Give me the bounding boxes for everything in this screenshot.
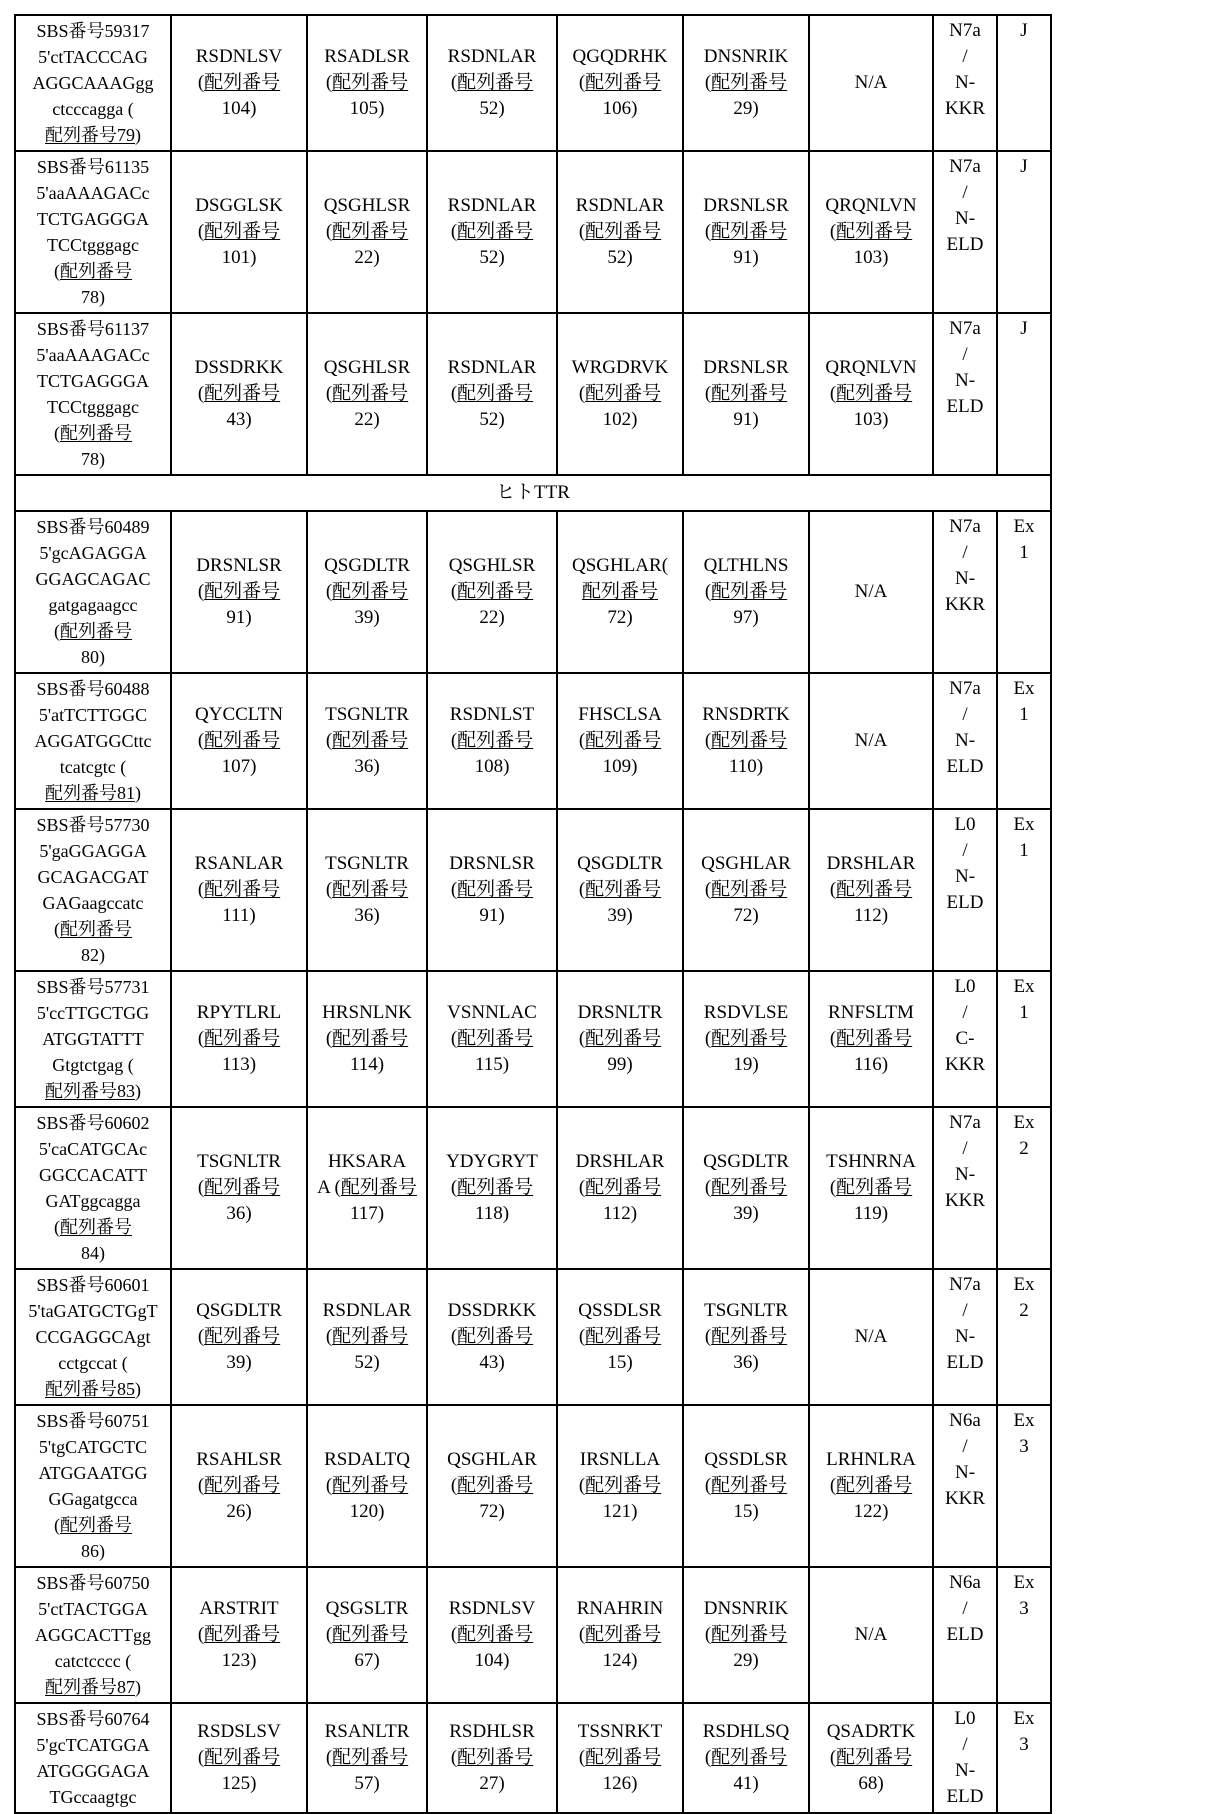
region-cell: Ex 3 — [997, 1703, 1051, 1813]
finger-f4-cell: WRGDRVK (配列番号 102) — [557, 313, 683, 475]
target-site-cell: SBS番号61137 5'aaAAAGACc TCTGAGGGA TCCtgggagc (配列番号 78) — [15, 313, 171, 475]
finger-f5-cell: RSDHLSQ (配列番号 41) — [683, 1703, 809, 1813]
finger-f3-cell: QSGHLSR (配列番号 22) — [427, 511, 557, 673]
linker-cell: N7a / N- ELD — [933, 151, 997, 313]
finger-f1-cell: DSSDRKK (配列番号 43) — [171, 313, 307, 475]
finger-f2-cell: QSGSLTR (配列番号 67) — [307, 1567, 427, 1703]
finger-f4-cell: DRSNLTR (配列番号 99) — [557, 971, 683, 1107]
linker-cell: L0 / C- KKR — [933, 971, 997, 1107]
finger-f6-cell: LRHNLRA (配列番号 122) — [809, 1405, 933, 1567]
finger-f5-cell: DNSNRIK (配列番号 29) — [683, 1567, 809, 1703]
finger-f2-cell: HKSARA A (配列番号 117) — [307, 1107, 427, 1269]
finger-f3-cell: DRSNLSR (配列番号 91) — [427, 809, 557, 971]
region-cell: J — [997, 15, 1051, 151]
finger-f1-cell: ARSTRIT (配列番号 123) — [171, 1567, 307, 1703]
finger-f2-cell: QSGHLSR (配列番号 22) — [307, 313, 427, 475]
finger-f3-cell: RSDNLST (配列番号 108) — [427, 673, 557, 809]
target-site-cell: SBS番号60751 5'tgCATGCTC ATGGAATGG GGagatgcca (配列番号 86) — [15, 1405, 171, 1567]
finger-f1-cell: RPYTLRL (配列番号 113) — [171, 971, 307, 1107]
finger-f6-cell: N/A — [809, 1567, 933, 1703]
linker-cell: N7a / N- ELD — [933, 1269, 997, 1405]
finger-f1-cell: DSGGLSK (配列番号 101) — [171, 151, 307, 313]
target-site-cell: SBS番号57730 5'gaGGAGGA GCAGACGAT GAGaagccatc (配列番号 82) — [15, 809, 171, 971]
design-row — [15, 1703, 1051, 1813]
region-cell: Ex 3 — [997, 1405, 1051, 1567]
finger-f5-cell: QLTHLNS (配列番号 97) — [683, 511, 809, 673]
finger-f1-cell: RSDNLSV (配列番号 104) — [171, 15, 307, 151]
finger-f6-cell: TSHNRNA (配列番号 119) — [809, 1107, 933, 1269]
section-header-row — [15, 475, 1051, 511]
design-row — [15, 673, 1051, 809]
finger-f4-cell: QGQDRHK (配列番号 106) — [557, 15, 683, 151]
target-site-cell: SBS番号60764 5'gcTCATGGA ATGGGGAGA TGccaagtgc — [15, 1703, 171, 1813]
target-site-cell: SBS番号59317 5'ctTACCCAG AGGCAAAGgg ctcccagga ( 配列番号79) — [15, 15, 171, 151]
finger-f1-cell: RSDSLSV (配列番号 125) — [171, 1703, 307, 1813]
design-row — [15, 313, 1051, 475]
finger-f3-cell: RSDNLAR (配列番号 52) — [427, 151, 557, 313]
finger-f5-cell: RNSDRTK (配列番号 110) — [683, 673, 809, 809]
design-row — [15, 151, 1051, 313]
target-site-cell: SBS番号60488 5'atTCTTGGC AGGATGGCttc tcatcgtc ( 配列番号81) — [15, 673, 171, 809]
finger-f2-cell: RSDALTQ (配列番号 120) — [307, 1405, 427, 1567]
finger-f2-cell: TSGNLTR (配列番号 36) — [307, 809, 427, 971]
finger-f1-cell: RSAHLSR (配列番号 26) — [171, 1405, 307, 1567]
finger-f3-cell: RSDNLAR (配列番号 52) — [427, 15, 557, 151]
finger-f4-cell: DRSHLAR (配列番号 112) — [557, 1107, 683, 1269]
finger-f5-cell: QSSDLSR (配列番号 15) — [683, 1405, 809, 1567]
finger-f3-cell: VSNNLAC (配列番号 115) — [427, 971, 557, 1107]
finger-f2-cell: RSANLTR (配列番号 57) — [307, 1703, 427, 1813]
region-cell: Ex 2 — [997, 1269, 1051, 1405]
finger-f5-cell: DNSNRIK (配列番号 29) — [683, 15, 809, 151]
finger-f5-cell: DRSNLSR (配列番号 91) — [683, 151, 809, 313]
finger-f4-cell: FHSCLSA (配列番号 109) — [557, 673, 683, 809]
finger-f1-cell: QYCCLTN (配列番号 107) — [171, 673, 307, 809]
region-cell: Ex 1 — [997, 809, 1051, 971]
finger-f6-cell: QSADRTK (配列番号 68) — [809, 1703, 933, 1813]
finger-f2-cell: TSGNLTR (配列番号 36) — [307, 673, 427, 809]
finger-f4-cell: QSSDLSR (配列番号 15) — [557, 1269, 683, 1405]
linker-cell: N7a / N- KKR — [933, 15, 997, 151]
finger-f6-cell: DRSHLAR (配列番号 112) — [809, 809, 933, 971]
region-cell: Ex 1 — [997, 511, 1051, 673]
finger-f3-cell: QSGHLAR (配列番号 72) — [427, 1405, 557, 1567]
patent-table-page — [0, 14, 1210, 1807]
region-cell: J — [997, 313, 1051, 475]
region-cell: Ex 2 — [997, 1107, 1051, 1269]
finger-f5-cell: TSGNLTR (配列番号 36) — [683, 1269, 809, 1405]
region-cell: Ex 1 — [997, 971, 1051, 1107]
finger-f4-cell: RSDNLAR (配列番号 52) — [557, 151, 683, 313]
finger-f4-cell: RNAHRIN (配列番号 124) — [557, 1567, 683, 1703]
zfp-design-table-body — [15, 15, 1051, 1813]
finger-f2-cell: QSGDLTR (配列番号 39) — [307, 511, 427, 673]
design-row — [15, 1269, 1051, 1405]
linker-cell: N7a / N- KKR — [933, 1107, 997, 1269]
section-header-label: ヒトTTR — [15, 475, 1051, 511]
finger-f5-cell: QSGHLAR (配列番号 72) — [683, 809, 809, 971]
target-site-cell: SBS番号57731 5'ccTTGCTGG ATGGTATTT Gtgtctgag ( 配列番号83) — [15, 971, 171, 1107]
target-site-cell: SBS番号61135 5'aaAAAGACc TCTGAGGGA TCCtgggagc (配列番号 78) — [15, 151, 171, 313]
finger-f2-cell: RSADLSR (配列番号 105) — [307, 15, 427, 151]
linker-cell: N7a / N- ELD — [933, 673, 997, 809]
finger-f6-cell: N/A — [809, 511, 933, 673]
finger-f3-cell: RSDHLSR (配列番号 27) — [427, 1703, 557, 1813]
finger-f5-cell: RSDVLSE (配列番号 19) — [683, 971, 809, 1107]
design-row — [15, 1405, 1051, 1567]
linker-cell: N7a / N- KKR — [933, 511, 997, 673]
design-row — [15, 809, 1051, 971]
finger-f3-cell: DSSDRKK (配列番号 43) — [427, 1269, 557, 1405]
zfp-design-table — [14, 14, 1052, 1814]
linker-cell: N6a / N- KKR — [933, 1405, 997, 1567]
finger-f6-cell: N/A — [809, 1269, 933, 1405]
linker-cell: N6a / ELD — [933, 1567, 997, 1703]
linker-cell: L0 / N- ELD — [933, 809, 997, 971]
design-row — [15, 1567, 1051, 1703]
finger-f5-cell: QSGDLTR (配列番号 39) — [683, 1107, 809, 1269]
finger-f2-cell: HRSNLNK (配列番号 114) — [307, 971, 427, 1107]
target-site-cell: SBS番号60750 5'ctTACTGGA AGGCACTTgg catctcccc ( 配列番号87) — [15, 1567, 171, 1703]
finger-f6-cell: N/A — [809, 673, 933, 809]
region-cell: Ex 3 — [997, 1567, 1051, 1703]
region-cell: J — [997, 151, 1051, 313]
target-site-cell: SBS番号60601 5'taGATGCTGgT CCGAGGCAgt cctgccat ( 配列番号85) — [15, 1269, 171, 1405]
finger-f3-cell: YDYGRYT (配列番号 118) — [427, 1107, 557, 1269]
finger-f1-cell: QSGDLTR (配列番号 39) — [171, 1269, 307, 1405]
finger-f2-cell: RSDNLAR (配列番号 52) — [307, 1269, 427, 1405]
design-row — [15, 511, 1051, 673]
finger-f3-cell: RSDNLAR (配列番号 52) — [427, 313, 557, 475]
finger-f4-cell: IRSNLLA (配列番号 121) — [557, 1405, 683, 1567]
target-site-cell: SBS番号60602 5'caCATGCAc GGCCACATT GATggcagga (配列番号 84) — [15, 1107, 171, 1269]
finger-f2-cell: QSGHLSR (配列番号 22) — [307, 151, 427, 313]
finger-f1-cell: RSANLAR (配列番号 111) — [171, 809, 307, 971]
region-cell: Ex 1 — [997, 673, 1051, 809]
design-row — [15, 1107, 1051, 1269]
finger-f5-cell: DRSNLSR (配列番号 91) — [683, 313, 809, 475]
design-row — [15, 971, 1051, 1107]
finger-f6-cell: N/A — [809, 15, 933, 151]
target-site-cell: SBS番号60489 5'gcAGAGGA GGAGCAGAC gatgagaagcc (配列番号 80) — [15, 511, 171, 673]
finger-f3-cell: RSDNLSV (配列番号 104) — [427, 1567, 557, 1703]
finger-f6-cell: RNFSLTM (配列番号 116) — [809, 971, 933, 1107]
design-row — [15, 15, 1051, 151]
finger-f4-cell: QSGDLTR (配列番号 39) — [557, 809, 683, 971]
finger-f6-cell: QRQNLVN (配列番号 103) — [809, 313, 933, 475]
finger-f4-cell: QSGHLAR( 配列番号 72) — [557, 511, 683, 673]
finger-f6-cell: QRQNLVN (配列番号 103) — [809, 151, 933, 313]
finger-f4-cell: TSSNRKT (配列番号 126) — [557, 1703, 683, 1813]
finger-f1-cell: DRSNLSR (配列番号 91) — [171, 511, 307, 673]
linker-cell: N7a / N- ELD — [933, 313, 997, 475]
linker-cell: L0 / N- ELD — [933, 1703, 997, 1813]
finger-f1-cell: TSGNLTR (配列番号 36) — [171, 1107, 307, 1269]
